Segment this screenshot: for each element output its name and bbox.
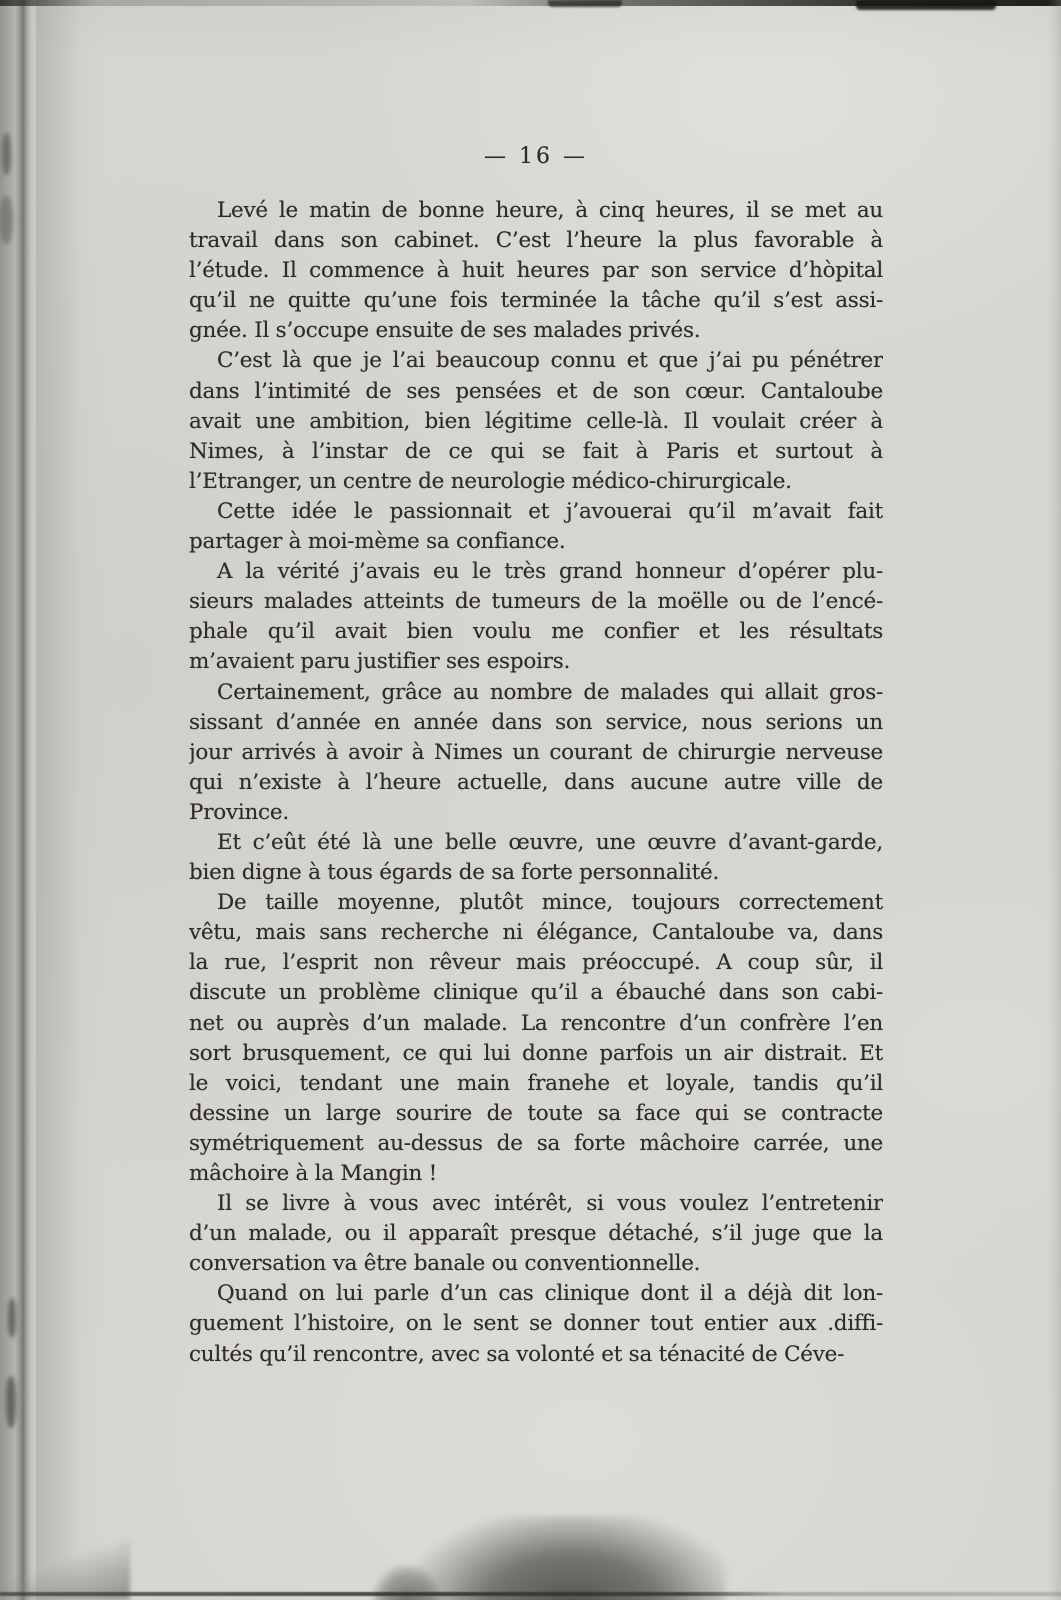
text-line: partager à moi-mème sa confiance.: [189, 529, 566, 555]
text-line: Province.: [189, 799, 289, 825]
text-line: sieurs malades atteints de tumeurs de la moëlle ou de l’encé-: [189, 589, 883, 615]
paragraph: [189, 888, 883, 1189]
text-line: Nimes, à l’instar de ce qui se fait à Paris et surtout à: [189, 438, 883, 464]
text-line: sissant d’année en année dans son service, nous serions un: [189, 709, 883, 735]
paragraph: [189, 678, 883, 828]
text-line: De taille moyenne, plutôt mince, toujours correctement: [217, 890, 883, 916]
text-line: m’avaient paru justifier ses espoirs.: [189, 649, 571, 675]
text-body: [189, 196, 883, 1370]
page-edge-right: [1045, 0, 1061, 1600]
scan-edge-notch: [856, 0, 996, 10]
paragraph: [189, 196, 883, 346]
text-line: l’étude. Il commence à huit heures par son service d’hòpital: [189, 258, 883, 284]
text-line: qu’il ne quitte qu’une fois terminée la tâche qu’il s’est assi-: [189, 288, 883, 314]
text-line: Il se livre à vous avec intérêt, si vous voulez l’entretenir: [217, 1191, 883, 1217]
page-corner-bottom-left: [0, 1538, 130, 1600]
paragraph: [189, 1279, 883, 1369]
text-line: net ou auprès d’un malade. La rencontre d’un confrère l’en: [189, 1010, 883, 1036]
text-line: discute un problème clinique qu’il a ébauché dans son cabi-: [189, 980, 883, 1006]
page-number: — 16 —: [484, 144, 588, 169]
text-line: phale qu’il avait bien voulu me confier et les résultats: [189, 619, 883, 645]
text-line: cultés qu’il rencontre, avec sa volonté et sa ténacité de Céve-: [189, 1341, 845, 1367]
text-line: conversation va être banale ou conventionnelle.: [189, 1251, 701, 1277]
text-line: C’est là que je l’ai beaucoup connu et que j’ai pu pénétrer: [217, 348, 883, 374]
paragraph: [189, 1189, 883, 1279]
binding-smudge: [6, 1376, 16, 1428]
binding-gutter-shadow: [36, 0, 82, 1600]
text-line: Levé le matin de bonne heure, à cinq heures, il se met au: [217, 198, 883, 223]
text-line: avait une ambition, bien légitime celle-là. Il voulait créer à: [189, 408, 883, 434]
text-line: l’Etranger, un centre de neurologie médico-chirurgicale.: [189, 468, 792, 494]
scan-edge-bottom: [0, 1592, 1061, 1596]
scan-edge-notch: [548, 0, 622, 7]
text-line: symétriquement au-dessus de sa forte mâchoire carrée, une: [189, 1130, 883, 1156]
text-line: dessine un large sourire de toute sa face qui se contracte: [189, 1100, 883, 1126]
text-line: Quand on lui parle d’un cas clinique dont il a déjà dit lon-: [217, 1281, 883, 1307]
text-line: bien digne à tous égards de sa forte personnalité.: [189, 860, 720, 886]
text-line: travail dans son cabinet. C’est l’heure la plus favorable à: [189, 228, 883, 254]
paragraph: [189, 557, 883, 677]
text-line: jour arrivés à avoir à Nimes un courant de chirurgie nerveuse: [189, 739, 883, 765]
text-line: qui n’existe à l’heure actuelle, dans aucune autre ville de: [189, 769, 883, 795]
text-line: vêtu, mais sans recherche ni élégance, Cantaloube va, dans: [189, 920, 883, 946]
text-line: le voici, tendant une main franehe et loyale, tandis qu’il: [189, 1070, 883, 1096]
text-line: Cette idée le passionnait et j’avouerai qu’il m’avait fait: [217, 498, 883, 524]
text-line: gnée. Il s’occupe ensuite de ses malades privés.: [189, 318, 701, 344]
paragraph: [189, 497, 883, 557]
text-line: la rue, l’esprit non rêveur mais préoccupé. A coup sûr, il: [189, 950, 883, 976]
text-line: Et c’eût été là une belle œuvre, une œuvre d’avant-garde,: [217, 829, 883, 855]
binding-smudge: [0, 196, 13, 244]
paragraph: [189, 346, 883, 496]
text-line: A la vérité j’avais eu le très grand honneur d’opérer plu-: [217, 559, 883, 585]
text-line: guement l’histoire, on le sent se donner tout entier aux .diffi-: [189, 1311, 883, 1337]
text-line: d’un malade, ou il apparaît presque détaché, s’il juge que la: [189, 1221, 883, 1247]
text-line: Certainement, grâce au nombre de malades qui allait gros-: [217, 679, 883, 705]
binding-smudge: [2, 133, 11, 175]
ink-smudge-large: [418, 1516, 726, 1600]
text-line: dans l’intimité de ses pensées et de son cœur. Cantaloube: [189, 378, 883, 404]
binding-smudge: [8, 1298, 16, 1338]
paragraph: [189, 828, 883, 888]
text-line: sort brusquement, ce qui lui donne parfois un air distrait. Et: [189, 1040, 883, 1066]
text-line: mâchoire à la Mangin !: [189, 1161, 438, 1186]
